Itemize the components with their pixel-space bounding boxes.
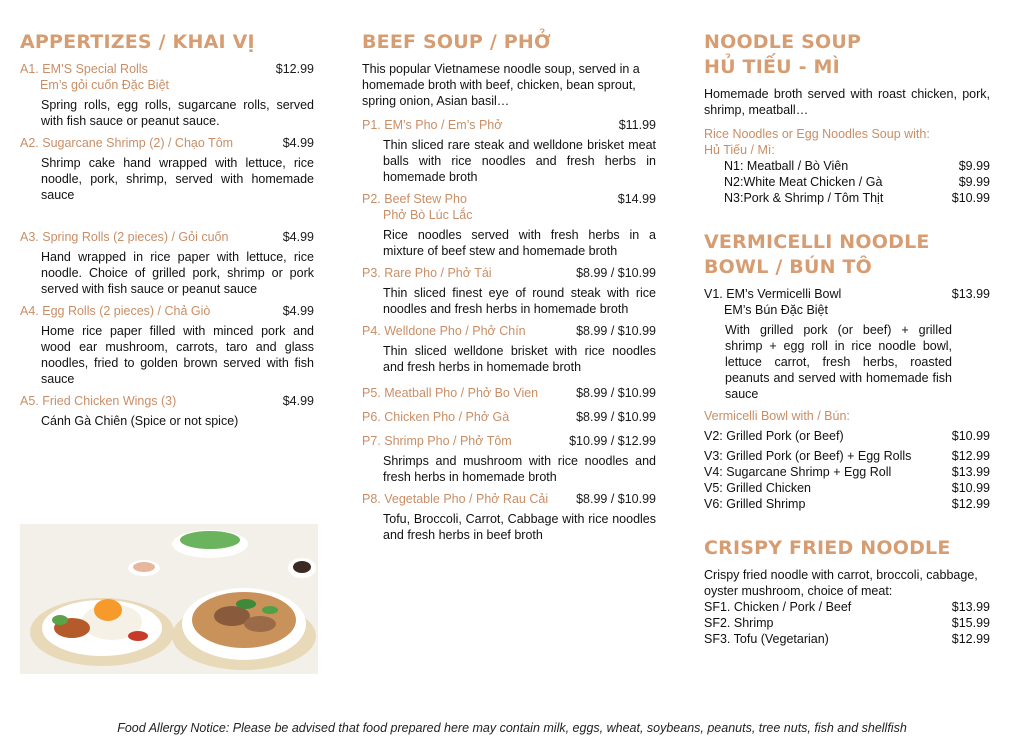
pho-column <box>362 30 656 549</box>
item-name: P7. Shrimp Pho / Phở Tôm <box>362 434 512 448</box>
item-price: $4.99 <box>282 230 314 244</box>
row-name: V4: Sugarcane Shrimp + Egg Roll <box>704 465 892 479</box>
menu-item-p3 <box>362 265 656 317</box>
price-row <box>704 480 990 496</box>
menu-item-a2 <box>20 135 314 203</box>
price-row <box>704 599 990 615</box>
vermicelli-subhead: Vermicelli Bowl with / Bún: <box>704 409 850 423</box>
item-description: Cánh Gà Chiên (Spice or not spice) <box>41 414 239 428</box>
item-description: Thin sliced rare steak and welldone brisket meat balls with rice noodles and fresh herbs in homemade broth <box>383 138 656 184</box>
item-price: $10.99 / $12.99 <box>569 434 656 448</box>
item-name: P8. Vegetable Pho / Phở Rau Cải <box>362 492 549 506</box>
menu-item-a5 <box>20 393 314 429</box>
v1-subname: EM’s Bún Đặc Biệt <box>724 303 828 317</box>
price-row <box>704 190 990 206</box>
item-name: P2. Beef Stew Pho <box>362 192 467 206</box>
item-subname <box>704 302 990 318</box>
item-name: A5. Fried Chicken Wings (3) <box>20 394 177 408</box>
row-name: V6: Grilled Shrimp <box>704 497 806 511</box>
menu-item-a3 <box>20 229 314 297</box>
price-row <box>704 174 990 190</box>
price-row <box>704 464 990 480</box>
row-name: V3: Grilled Pork (or Beef) + Egg Rolls <box>704 449 912 463</box>
price-row <box>704 158 990 174</box>
item-description: Shrimps and mushroom with rice noodles and fresh herbs in homemade broth <box>383 454 656 484</box>
row-name: N3:Pork & Shrimp / Tôm Thịt <box>724 191 884 205</box>
row-name: N1: Meatball / Bò Viên <box>724 159 849 173</box>
item-price: $8.99 / $10.99 <box>576 266 656 280</box>
noodles-column <box>704 30 990 647</box>
v1-description: With grilled pork (or beef) + grilled shrimp + egg roll in rice noodle bowl, lettuce carrot, fresh herbs, roasted peanuts and served with homemade fish sauce <box>725 323 952 401</box>
price-row <box>704 448 990 464</box>
dark-sauce-cup <box>288 558 316 578</box>
menu-item-a1 <box>20 61 314 129</box>
pho-title: BEEF SOUP / PHỞ <box>362 31 551 53</box>
item-price: $4.99 <box>282 304 314 318</box>
item-price: $12.99 <box>275 62 314 76</box>
item-description: Hand wrapped in rice paper with lettuce, rice noodle. Choice of grilled pork, shrimp or pork served with fish sauce or peanut sauce <box>41 250 314 296</box>
item-price: $8.99 / $10.99 <box>576 324 656 338</box>
menu-item-p6 <box>362 409 656 425</box>
item-price: $11.99 <box>618 118 656 132</box>
row-name: SF2. Shrimp <box>704 616 774 630</box>
appetizers-column <box>20 30 314 435</box>
item-price: $14.99 <box>617 192 656 206</box>
row-price: $12.99 <box>951 497 990 511</box>
item-subname: Em’s gỏi cuốn Đặc Biệt <box>40 78 169 92</box>
item-price: $8.99 / $10.99 <box>576 410 656 424</box>
row-price: $10.99 <box>951 191 990 205</box>
noodle-soup-title: NOODLE SOUP <box>704 31 862 53</box>
price-row <box>704 428 990 444</box>
menu-item-p5 <box>362 385 656 401</box>
item-description: Spring rolls, egg rolls, sugarcane rolls, served with fish sauce or peanut sauce. <box>41 98 314 128</box>
row-price: $13.99 <box>951 465 990 479</box>
item-name: P4. Welldone Pho / Phở Chín <box>362 324 526 338</box>
item-price: $4.99 <box>282 394 314 408</box>
menu-item-p7 <box>362 433 656 485</box>
noodle-subhead: Rice Noodles or Egg Noodles Soup with: <box>704 127 930 141</box>
rice-plate <box>30 598 174 666</box>
row-price: $9.99 <box>958 175 990 189</box>
menu-item-p4 <box>362 323 656 375</box>
item-name: P3. Rare Pho / Phở Tái <box>362 266 492 280</box>
price-row <box>704 286 990 302</box>
row-price: $10.99 <box>951 481 990 495</box>
item-name: P5. Meatball Pho / Phở Bo Vien <box>362 386 539 400</box>
row-name: V1. EM’s Vermicelli Bowl <box>704 287 842 301</box>
row-price: $13.99 <box>951 600 990 614</box>
item-description: Home rice paper filled with minced pork and wood ear mushroom, carrots, taro and glass noodles, fried to golden brown served with fish sauce <box>41 324 314 386</box>
row-price: $12.99 <box>951 632 990 646</box>
item-description: Shrimp cake hand wrapped with lettuce, rice noodle, pork, shrimp, served with homemade sauce <box>41 156 314 202</box>
row-price: $10.99 <box>951 429 990 443</box>
crispy-title: CRISPY FRIED NOODLE <box>704 537 951 559</box>
food-photo <box>20 524 318 674</box>
item-price: $8.99 / $10.99 <box>576 386 656 400</box>
noodle-intro: Homemade broth served with roast chicken, pork, shrimp, meatball… <box>704 87 990 117</box>
item-price: $4.99 <box>282 136 314 150</box>
allergy-notice: Food Allergy Notice: Please be advised that food prepared here may contain milk, eggs, wheat, soybeans, peanuts, tree nuts, fish and shellfish <box>117 721 907 735</box>
crispy-intro: Crispy fried noodle with carrot, broccoli, cabbage, oyster mushroom, choice of meat: <box>704 568 978 598</box>
row-price: $15.99 <box>951 616 990 630</box>
item-description: Rice noodles served with fresh herbs in a mixture of beef stew and homemade broth <box>383 228 656 258</box>
row-name: SF1. Chicken / Pork / Beef <box>704 600 852 614</box>
menu-item-a4 <box>20 303 314 387</box>
vermicelli-subtitle: BOWL / BÚN TÔ <box>704 256 873 278</box>
row-name: N2:White Meat Chicken / Gà <box>724 175 883 189</box>
item-name: P1. EM’s Pho / Em’s Phở <box>362 118 503 132</box>
herb-bowl <box>172 530 248 558</box>
noodle-soup-subtitle: HỦ TIẾU - MÌ <box>704 56 840 78</box>
menu-item-p1 <box>362 117 656 185</box>
pho-intro: This popular Vietnamese noodle soup, served in a homemade broth with beef, chicken, bean sprout, spring onion, Asian basil… <box>362 62 640 108</box>
item-description: Tofu, Broccoli, Carrot, Cabbage with rice noodles and fresh herbs in beef broth <box>383 512 656 542</box>
item-subname: Phở Bò Lúc Lắc <box>383 208 473 222</box>
appetizers-title: APPERTIZES / KHAI VỊ <box>20 31 255 53</box>
price-row <box>704 631 990 647</box>
vermicelli-title: VERMICELLI NOODLE <box>704 231 930 253</box>
item-price: $8.99 / $10.99 <box>576 492 656 506</box>
noodle-subhead-vn: Hủ Tiếu / Mì: <box>704 143 775 157</box>
row-price: $13.99 <box>951 287 990 301</box>
item-name: A1. EM’S Special Rolls <box>20 62 148 76</box>
row-price: $9.99 <box>958 159 990 173</box>
menu-item-p8 <box>362 491 656 543</box>
price-row <box>704 615 990 631</box>
row-name: V5: Grilled Chicken <box>704 481 811 495</box>
row-price: $12.99 <box>951 449 990 463</box>
row-name: V2: Grilled Pork (or Beef) <box>704 429 844 443</box>
item-description: Thin sliced finest eye of round steak with rice noodles and fresh herbs in homemade broth <box>383 286 656 316</box>
item-description: Thin sliced welldone brisket with rice noodles and fresh herbs in homemade broth <box>383 344 656 374</box>
item-name: A2. Sugarcane Shrimp (2) / Chạo Tôm <box>20 136 234 150</box>
sauce-dish <box>128 560 160 576</box>
price-row <box>704 496 990 512</box>
item-name: P6. Chicken Pho / Phở Gà <box>362 410 510 424</box>
item-name: A4. Egg Rolls (2 pieces) / Chả Giò <box>20 304 211 318</box>
menu-item-p2 <box>362 191 656 259</box>
row-name: SF3. Tofu (Vegetarian) <box>704 632 829 646</box>
item-name: A3. Spring Rolls (2 pieces) / Gỏi cuốn <box>20 230 229 244</box>
